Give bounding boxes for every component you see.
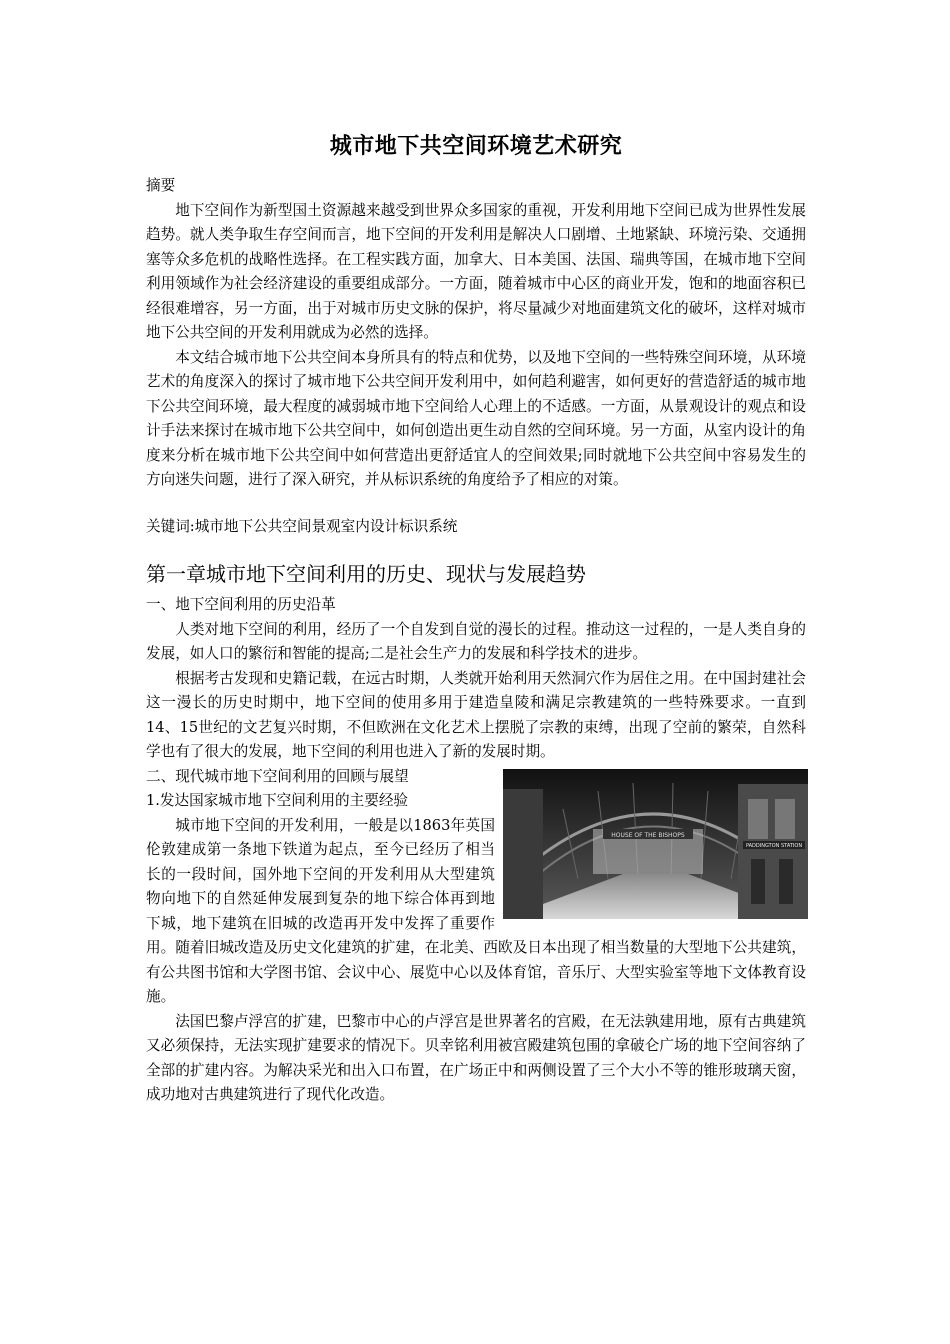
section-1-paragraph-1: 人类对地下空间的利用，经历了一个自发到自觉的漫长的过程。推动这一过程的，一是人类自身的发展，如人口的繁衍和智能的提高;二是社会生产力的发展和科学技术的进步。 [146,620,806,662]
keywords: 关键词:城市地下公共空间景观室内设计标识系统 [146,517,458,535]
abstract-paragraph-1: 地下空间作为新型国土资源越来越受到世界众多国家的重视，开发利用地下空间已成为世界性发展趋势。就人类争取生存空间而言，地下空间的开发利用是解决人口剧增、土地紧缺、环境污染、交通拥塞等众多危机的战略性选择。在工程实践方面，加拿大、日本美国、法国、瑞典等国，在城市地下空间利用领域作为社会经济建设的重要组成部分。一方面，随着城市中心区的商业开发，饱和的地面容积已经很难增容，另一方面，出于对城市历史文脉的保护，将尽量减少对地面建筑文化的破坏，这样对城市地下公共空间的开发利用就成为必然的选择。 [146,201,806,341]
station-photo-image [503,769,808,919]
document-title: 城市地下共空间环境艺术研究 [329,134,623,159]
station-sign-text: PADDINGTON STATION [745,842,803,849]
subsection-1-paragraph-1: 城市地下空间的开发利用，一般是以1863年英国伦敦建成第一条地下铁道为起点，至今已经历了相当长的一段时间，国外地下空间的开发利用从大型建筑物向地下的自然延伸发展到复杂的地下综合体再到地下城，地下建筑在旧城的改造再开发中发挥了重要作用。随着旧城改造及历史文化建筑的扩建，在北美、西欧及日本出现了相当数量的大型地下公共建筑，有公共图书馆和大学图书馆、会议中心、展览中心以及体育馆，音乐厅、大型实验室等地下文体教育设施。 [146,816,806,1005]
section-2-heading: 二、现代城市地下空间利用的回顾与展望 [146,767,409,785]
chapter-1-title: 第一章城市地下空间利用的历史、现状与发展趋势 [146,562,586,586]
document-body [146,130,806,1108]
tunnel-sign-text: HOUSE OF THE BISHOPS [611,831,685,839]
station-photo [503,769,808,919]
abstract-heading: 摘要 [146,177,176,194]
section-1-heading: 一、地下空间利用的历史沿革 [146,596,336,613]
subsection-1-heading: 1.发达国家城市地下空间利用的主要经验 [146,792,409,809]
section-1-paragraph-2: 根据考古发现和史籍记载，在远古时期，人类就开始利用天然洞穴作为居住之用。在中国封建社会这一漫长的历史时期中，地下空间的使用多用于建造皇陵和满足宗教建筑的一些特殊要求。一直到14、15世纪的文艺复兴时期，不但欧洲在文化艺术上摆脱了宗教的束缚，出现了空前的繁荣，自然科学也有了很大的发展，地下空间的利用也进入了新的发展时期。 [146,669,806,760]
spacer [146,493,806,515]
abstract-paragraph-2: 本文结合城市地下公共空间本身所具有的特点和优势，以及地下空间的一些特殊空间环境，从环境艺术的角度深入的探讨了城市地下公共空间开发利用中，如何趋利避害，如何更好的营造舒适的城市地下公共空间环境，最大程度的减弱城市地下空间给人心理上的不适感。一方面，从景观设计的观点和设计手法来探讨在城市地下公共空间中，如何创造出更生动自然的空间环境。另一方面，从室内设计的角度来分析在城市地下公共空间中如何营造出更舒适宜人的空间效果;同时就地下公共空间中容易发生的方向迷失问题，进行了深入研究，并从标识系统的角度给予了相应的对策。 [146,348,806,488]
subsection-1-paragraph-2: 法国巴黎卢浮宫的扩建，巴黎市中心的卢浮宫是世界著名的宫殿，在无法孰建用地，原有古典建筑又必须保持，无法实现扩建要求的情况下。贝幸铭利用被宫殿建筑包围的拿破仑广场的地下空间容纳了全部的扩建内容。为解决采光和出入口布置，在广场正中和两侧设置了三个大小不等的锥形玻璃天窗，成功地对古典建筑进行了现代化改造。 [146,1012,806,1103]
